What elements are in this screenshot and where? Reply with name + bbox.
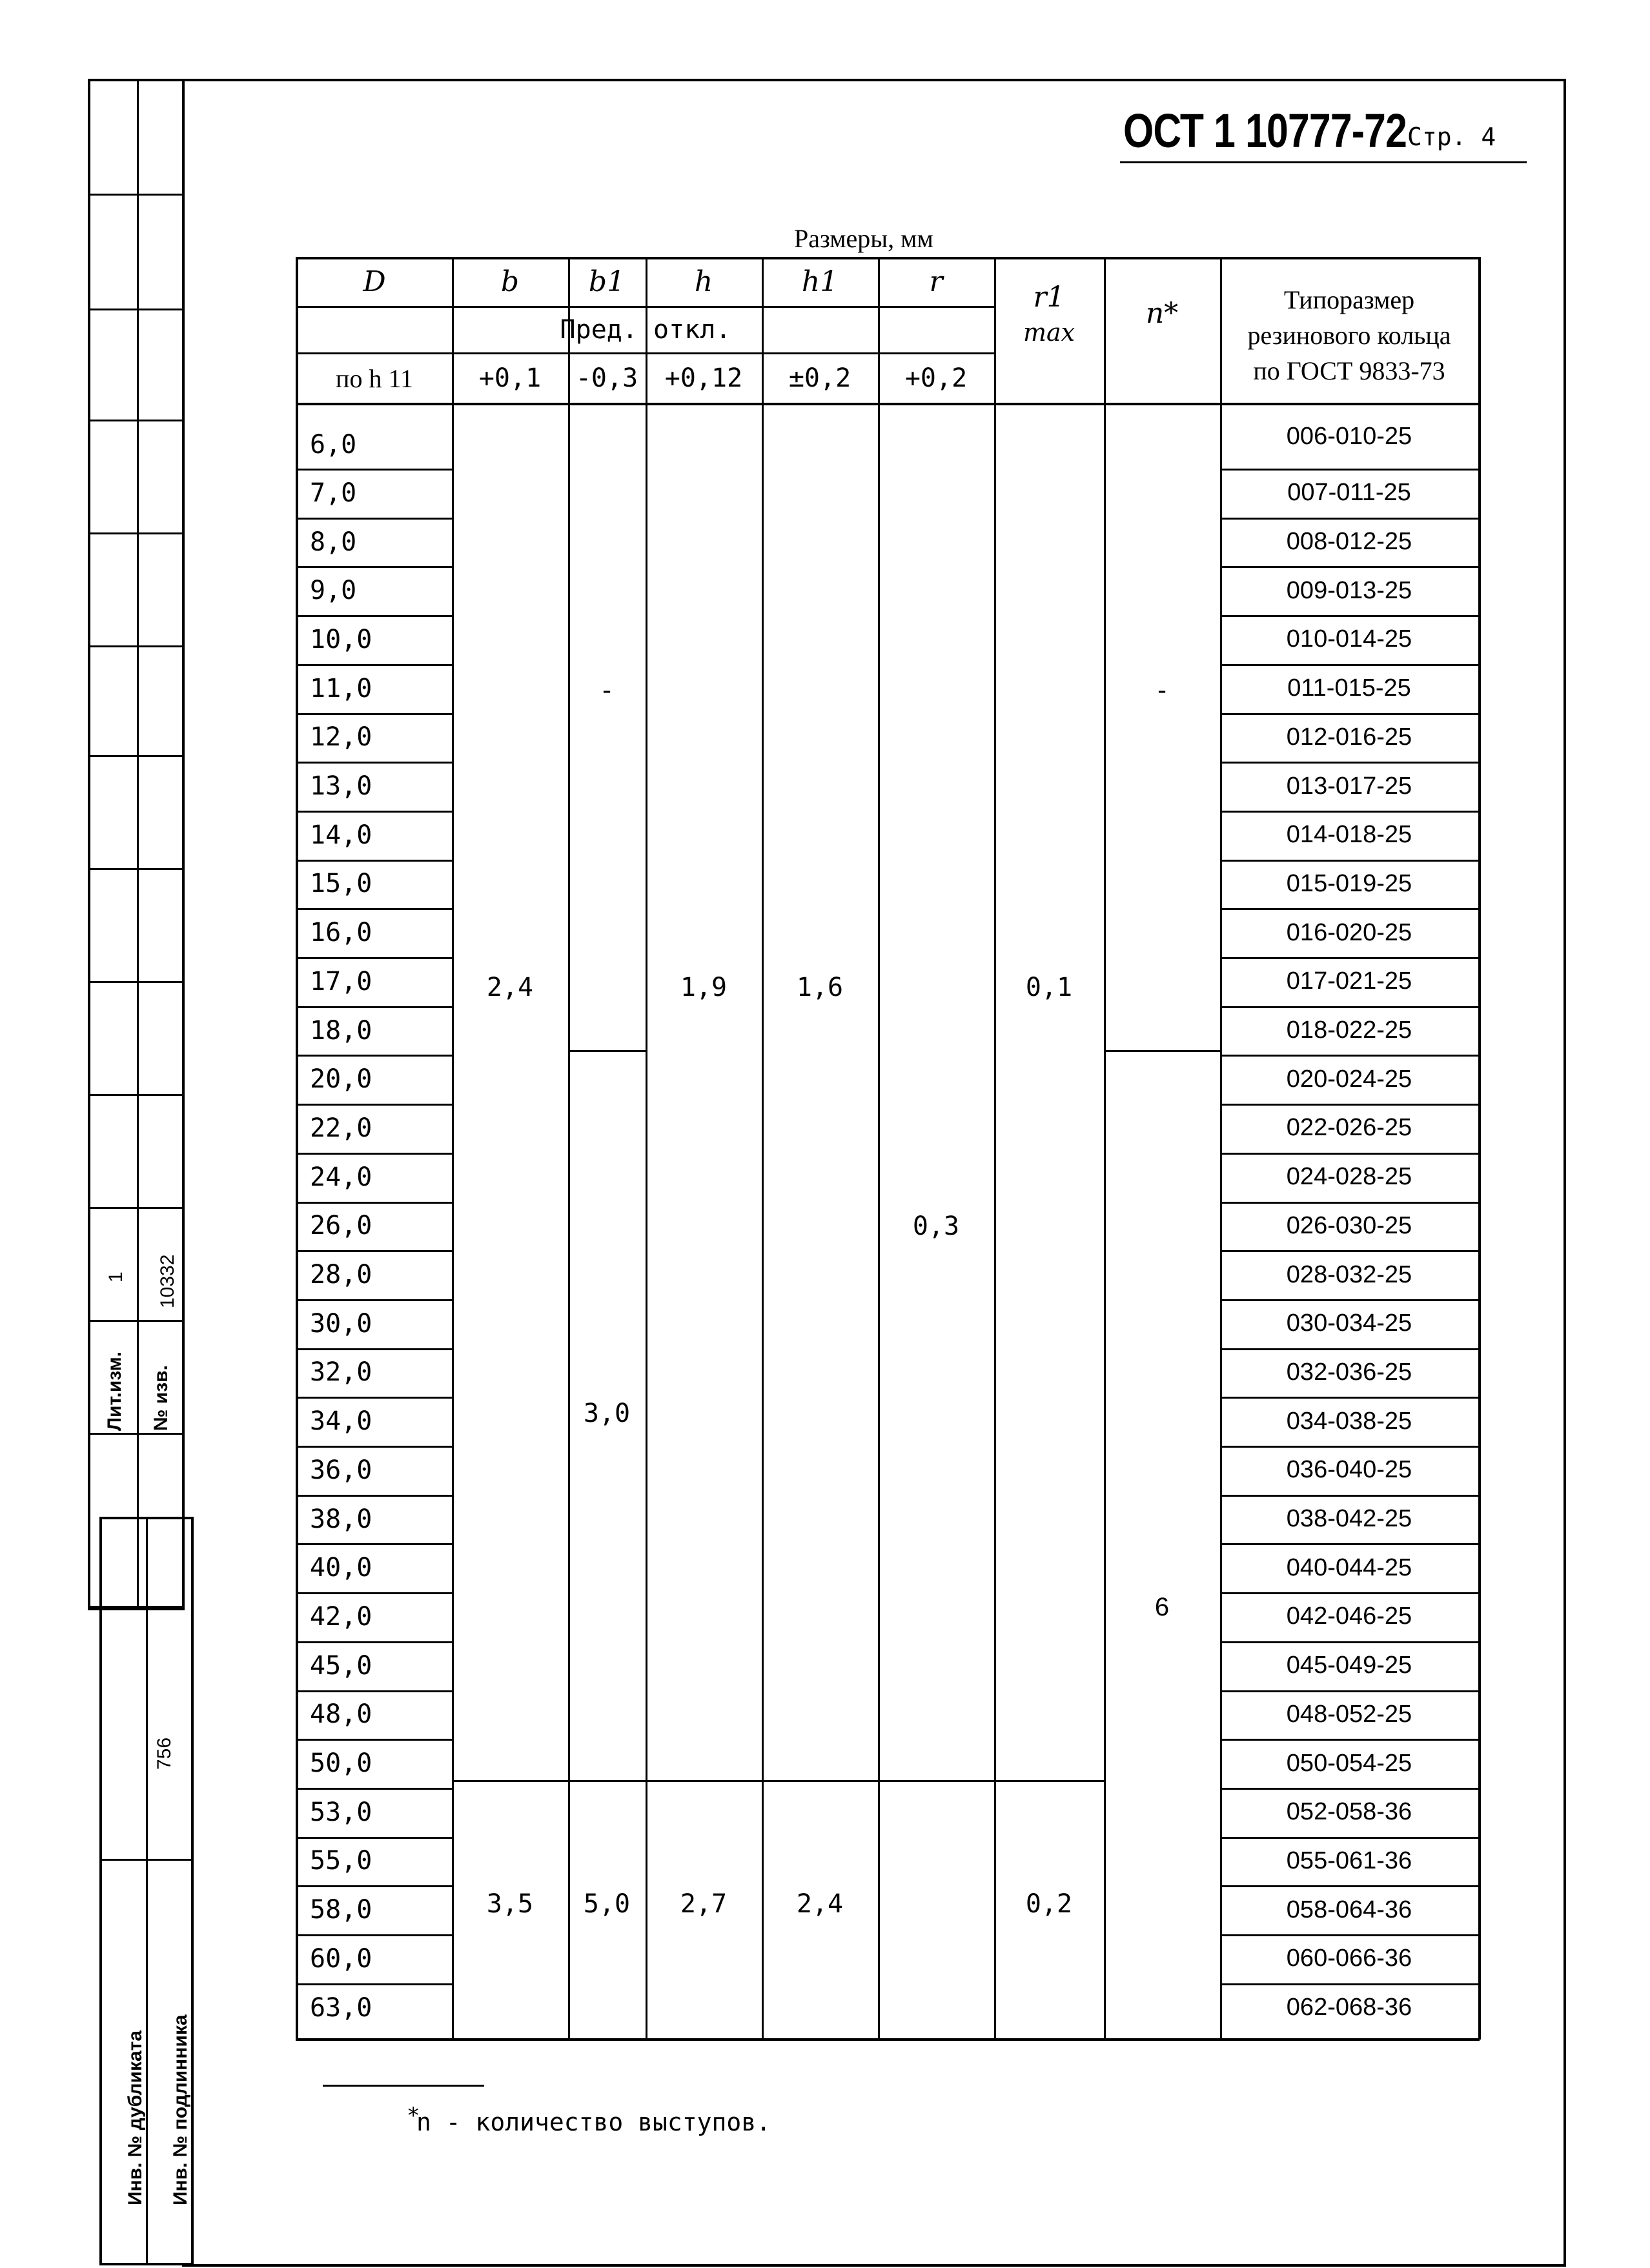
grid-line	[1220, 1348, 1478, 1350]
grid-line	[297, 1299, 453, 1301]
grid-line	[297, 1788, 453, 1790]
pred-otkl-label: Пред. откл.	[560, 315, 731, 345]
ring-type-cell: 009-013-25	[1286, 576, 1412, 604]
tol-b: +0,1	[478, 363, 542, 393]
grid-line	[452, 257, 454, 2040]
tol-h: +0,12	[664, 363, 743, 393]
grid-line	[568, 257, 570, 2040]
ring-type-cell: 012-016-25	[1286, 723, 1412, 751]
grid-line	[1220, 1592, 1478, 1594]
grid-line	[297, 908, 453, 910]
grid-line	[1220, 860, 1478, 862]
grid-line	[1220, 1250, 1478, 1252]
grid-line	[297, 1055, 453, 1057]
b1-value-lower: 5,0	[583, 1889, 631, 1919]
d-cell: 22,0	[310, 1113, 372, 1143]
ring-type-cell: 062-068-36	[1286, 1994, 1412, 2021]
d-cell: 60,0	[310, 1943, 372, 1974]
ring-type-cell: 028-032-25	[1286, 1261, 1412, 1288]
grid-line	[1220, 518, 1478, 520]
d-cell: 9,0	[310, 576, 357, 606]
d-cell: 15,0	[310, 869, 372, 899]
h1-value-lower: 2,4	[796, 1889, 844, 1919]
ring-type-cell: 014-018-25	[1286, 821, 1412, 849]
h-value-lower: 2,7	[680, 1889, 728, 1919]
footnote-rule	[323, 2085, 484, 2087]
grid-line	[297, 1739, 453, 1741]
d-cell: 53,0	[310, 1797, 372, 1827]
grid-line	[297, 1153, 453, 1155]
grid-line	[1220, 762, 1478, 764]
grid-line	[297, 1250, 453, 1252]
ring-type-cell: 020-024-25	[1286, 1065, 1412, 1093]
lit-izm-label: Лит.изм.	[104, 1351, 125, 1431]
tol-r: +0,2	[904, 363, 968, 393]
grid-line	[1220, 1202, 1478, 1204]
d-cell: 36,0	[310, 1455, 372, 1485]
grid-line	[297, 1543, 453, 1545]
grid-line	[297, 1690, 453, 1692]
grid-line	[297, 1983, 453, 1985]
col-head-r1: r1	[1033, 280, 1065, 314]
b1-value-middle: 3,0	[583, 1399, 631, 1428]
d-cell: 45,0	[310, 1650, 372, 1681]
d-cell: 14,0	[310, 820, 372, 850]
lit-izm-value: 1	[105, 1271, 127, 1282]
grid-line	[297, 615, 453, 617]
d-cell: 40,0	[310, 1553, 372, 1583]
grid-line	[297, 664, 453, 666]
ring-type-cell: 018-022-25	[1286, 1017, 1412, 1044]
grid-line	[297, 1934, 453, 1936]
ring-type-cell: 008-012-25	[1286, 528, 1412, 556]
col-head-h1: h1	[801, 265, 839, 298]
ring-type-cell: 030-034-25	[1286, 1310, 1412, 1337]
grid-line	[452, 1780, 994, 1782]
d-cell: 24,0	[310, 1162, 372, 1192]
grid-line	[1220, 1543, 1478, 1545]
grid-line	[297, 1495, 453, 1497]
grid-line	[297, 518, 453, 520]
d-cell: 16,0	[310, 918, 372, 948]
col-head-r1-max: max	[1023, 318, 1075, 347]
footnote-asterisk: *	[407, 2103, 420, 2129]
grid-line	[1220, 1788, 1478, 1790]
r-value: 0,3	[912, 1211, 960, 1241]
d-cell: 42,0	[310, 1601, 372, 1632]
b1-value-upper: -	[598, 676, 615, 705]
grid-line	[1220, 615, 1478, 617]
inv-podl-label: Инв. № подлинника	[170, 2014, 191, 2205]
ring-type-cell: 040-044-25	[1286, 1554, 1412, 1581]
n-value-upper: -	[1154, 676, 1170, 705]
footnote-text: n - количество выступов.	[416, 2108, 771, 2136]
d-cell: 55,0	[310, 1846, 372, 1876]
grid-line	[568, 1050, 646, 1052]
ring-type-cell: 055-061-36	[1286, 1847, 1412, 1874]
ring-type-cell: 032-036-25	[1286, 1358, 1412, 1386]
grid-line	[1220, 1397, 1478, 1399]
n-value-lower: 6	[1154, 1592, 1170, 1621]
grid-line	[297, 566, 453, 568]
d-cell: 12,0	[310, 722, 372, 753]
d-cell: 11,0	[310, 673, 372, 704]
no-izv-value: 10332	[157, 1254, 178, 1308]
grid-line	[297, 1397, 453, 1399]
grid-line	[297, 1837, 453, 1839]
ring-type-cell: 013-017-25	[1286, 772, 1412, 800]
d-cell: 20,0	[310, 1064, 372, 1095]
inv-dubl-label: Инв. № дубликата	[125, 2030, 146, 2205]
table-caption: Размеры, мм	[794, 224, 933, 253]
grid-line	[1220, 1153, 1478, 1155]
r1-value-lower: 0,2	[1025, 1889, 1073, 1919]
d-cell: 18,0	[310, 1015, 372, 1046]
col-head-h: h	[694, 265, 713, 298]
ring-type-cell: 016-020-25	[1286, 918, 1412, 946]
r1-value-upper: 0,1	[1025, 973, 1073, 1002]
col-head-type-1: Типоразмер	[1283, 285, 1415, 314]
ring-type-cell: 024-028-25	[1286, 1163, 1412, 1191]
ring-type-cell: 050-054-25	[1286, 1749, 1412, 1777]
col-head-b: b	[500, 265, 520, 298]
d-cell: 17,0	[310, 966, 372, 997]
grid-line	[297, 811, 453, 813]
grid-line	[646, 257, 647, 2040]
tol-d: по h 11	[336, 363, 413, 393]
grid-line	[297, 1885, 453, 1887]
no-izv-label: № изв.	[150, 1365, 172, 1431]
grid-line	[296, 352, 994, 354]
ring-type-cell: 010-014-25	[1286, 625, 1412, 653]
grid-line	[1220, 1690, 1478, 1692]
d-cell: 6,0	[310, 429, 357, 460]
grid-line	[297, 1592, 453, 1594]
grid-line	[297, 1446, 453, 1448]
grid-line	[296, 257, 1480, 259]
grid-line	[1220, 1837, 1478, 1839]
ring-type-cell: 060-066-36	[1286, 1945, 1412, 1972]
grid-line	[1220, 664, 1478, 666]
page-label: Стр. 4	[1407, 123, 1496, 151]
tol-h1: ±0,2	[788, 363, 851, 393]
ring-type-cell: 052-058-36	[1286, 1798, 1412, 1826]
ring-type-cell: 006-010-25	[1286, 422, 1412, 450]
grid-line	[1220, 1934, 1478, 1936]
ring-type-cell: 042-046-25	[1286, 1603, 1412, 1630]
grid-line	[1220, 469, 1478, 471]
grid-line	[297, 860, 453, 862]
d-cell: 28,0	[310, 1260, 372, 1290]
ring-type-cell: 011-015-25	[1287, 674, 1411, 702]
grid-line	[1104, 257, 1106, 2040]
grid-line	[762, 257, 764, 2040]
grid-line	[1220, 1006, 1478, 1008]
grid-line	[1220, 811, 1478, 813]
grid-line	[1220, 1446, 1478, 1448]
grid-line	[1220, 1885, 1478, 1887]
d-cell: 8,0	[310, 527, 357, 557]
d-cell: 7,0	[310, 478, 357, 508]
b-value-lower: 3,5	[486, 1889, 534, 1919]
ring-type-cell: 015-019-25	[1286, 869, 1412, 897]
d-cell: 34,0	[310, 1406, 372, 1437]
grid-line	[1220, 1299, 1478, 1301]
d-cell: 26,0	[310, 1211, 372, 1241]
h1-value-upper: 1,6	[796, 973, 844, 1002]
col-head-type-3: по ГОСТ 9833-73	[1253, 356, 1445, 385]
ring-type-cell: 036-040-25	[1286, 1456, 1412, 1484]
d-cell: 38,0	[310, 1504, 372, 1534]
grid-line	[994, 1780, 1104, 1782]
col-head-r: r	[929, 265, 943, 298]
ring-type-cell: 048-052-25	[1286, 1700, 1412, 1728]
d-cell: 63,0	[310, 1992, 372, 2023]
grid-line	[297, 713, 453, 715]
grid-line	[1220, 1641, 1478, 1643]
grid-line	[1478, 257, 1481, 2040]
grid-line	[297, 1348, 453, 1350]
d-cell: 58,0	[310, 1895, 372, 1925]
ring-type-cell: 045-049-25	[1286, 1652, 1412, 1679]
grid-line	[297, 1202, 453, 1204]
d-cell: 48,0	[310, 1699, 372, 1730]
grid-line	[297, 957, 453, 959]
col-head-type-2: резинового кольца	[1247, 321, 1451, 350]
grid-line	[1220, 713, 1478, 715]
d-cell: 10,0	[310, 624, 372, 654]
grid-line	[878, 257, 880, 2040]
col-head-d: D	[363, 265, 386, 298]
col-head-n: n*	[1145, 296, 1179, 330]
grid-line	[296, 2038, 1480, 2041]
d-cell: 13,0	[310, 771, 372, 802]
grid-line	[1220, 957, 1478, 959]
ring-type-cell: 034-038-25	[1286, 1407, 1412, 1435]
ring-type-cell: 007-011-25	[1287, 479, 1411, 507]
ring-type-cell: 022-026-25	[1286, 1114, 1412, 1142]
grid-line	[1104, 1050, 1220, 1052]
d-cell: 50,0	[310, 1748, 372, 1779]
ring-type-cell: 038-042-25	[1286, 1505, 1412, 1533]
grid-line	[1220, 1983, 1478, 1985]
ring-type-cell: 026-030-25	[1286, 1211, 1412, 1239]
ring-type-cell: 017-021-25	[1286, 967, 1412, 995]
col-head-b1: b1	[588, 265, 626, 298]
grid-line	[297, 469, 453, 471]
document-number: ОСТ 1 10777-72	[1123, 104, 1407, 157]
grid-line	[296, 306, 994, 308]
inv-podl-value: 756	[154, 1737, 175, 1770]
grid-line	[1220, 1495, 1478, 1497]
grid-line	[297, 1006, 453, 1008]
grid-line	[1220, 908, 1478, 910]
ring-type-cell: 058-064-36	[1286, 1896, 1412, 1923]
grid-line	[1220, 1104, 1478, 1106]
tol-b1: -0,3	[575, 363, 638, 393]
grid-line	[994, 257, 996, 2040]
grid-line	[1220, 1055, 1478, 1057]
d-cell: 32,0	[310, 1357, 372, 1388]
grid-line	[297, 1104, 453, 1106]
b-value-upper: 2,4	[486, 973, 534, 1002]
grid-line	[1220, 1739, 1478, 1741]
grid-line	[297, 1641, 453, 1643]
grid-line	[297, 762, 453, 764]
grid-line	[1220, 566, 1478, 568]
h-value-upper: 1,9	[680, 973, 728, 1002]
d-cell: 30,0	[310, 1308, 372, 1339]
